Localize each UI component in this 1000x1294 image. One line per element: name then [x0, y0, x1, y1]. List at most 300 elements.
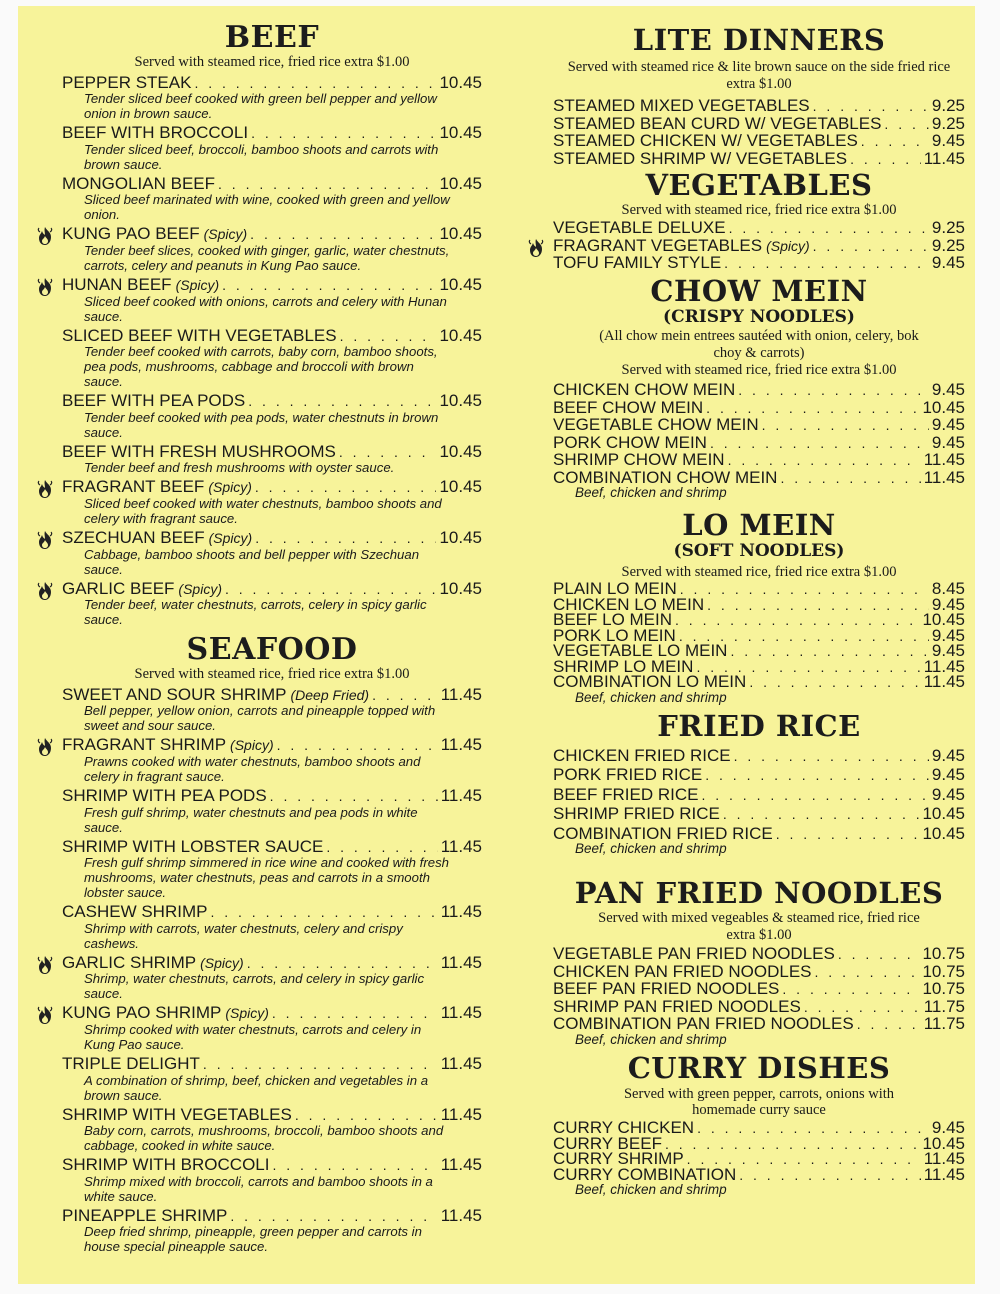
dot-leader — [776, 827, 920, 841]
menu-item-row — [62, 787, 482, 805]
menu-item — [62, 175, 482, 223]
item-description: Tender beef cooked with carrots, baby corn, bamboo shoots, pea pods, mushrooms, cabbage and broccoli with brown sauce. — [84, 344, 438, 390]
item-name — [62, 478, 252, 496]
menu-item — [553, 766, 965, 784]
item-price: 10.45 — [922, 610, 965, 630]
menu-item — [553, 805, 965, 823]
dot-leader — [194, 76, 436, 90]
item-name — [62, 529, 252, 547]
item-name-text: FRAGRANT SHRIMP — [62, 735, 227, 755]
item-tag: (Spicy) — [225, 1005, 269, 1022]
menu-item — [553, 434, 965, 452]
item-name — [62, 124, 248, 142]
item-name — [62, 736, 274, 754]
section-footnote: Beef, chicken and shrimp — [575, 689, 727, 705]
menu-item-row — [62, 1207, 482, 1225]
item-name — [553, 945, 835, 963]
dot-leader — [250, 227, 436, 241]
item-description: A combination of shrimp, beef, chicken and vegetables in a brown sauce. — [84, 1072, 429, 1103]
item-name — [553, 805, 720, 823]
item-price: 9.45 — [931, 253, 965, 273]
dot-leader — [815, 965, 920, 979]
item-name-text: SHRIMP FRIED RICE — [553, 804, 720, 824]
item-name-text: VEGETABLE PAN FRIED NOODLES — [553, 944, 835, 964]
item-name-text: HUNAN BEEF — [62, 275, 172, 295]
item-price: 11.45 — [923, 148, 965, 168]
menu-item-row — [62, 124, 482, 142]
item-name — [553, 825, 773, 843]
menu-item — [62, 124, 482, 172]
item-name — [62, 1004, 269, 1022]
item-name-text: PLAIN LO MEIN — [553, 579, 677, 599]
section-title: LO MEIN — [682, 508, 836, 543]
item-name-text: GARLIC SHRIMP — [62, 952, 197, 972]
item-name-text: CHICKEN PAN FRIED NOODLES — [553, 961, 812, 981]
item-price: 10.45 — [922, 1133, 965, 1153]
menu-item-row — [553, 451, 965, 469]
item-name-text: GARLIC BEEF — [62, 578, 175, 598]
dot-leader — [255, 531, 436, 545]
menu-item-row — [62, 443, 482, 461]
item-name-text: BEEF FRIED RICE — [553, 784, 699, 804]
item-price: 10.75 — [922, 979, 965, 999]
item-name — [62, 903, 207, 921]
item-price: 11.45 — [440, 836, 482, 856]
item-name-text: CURRY SHRIMP — [553, 1149, 684, 1169]
item-name-text: PINEAPPLE SHRIMP — [62, 1205, 228, 1225]
item-name-text: KUNG PAO SHRIMP — [62, 1003, 222, 1023]
menu-item-row — [553, 1166, 965, 1184]
item-name-text: MONGOLIAN BEEF — [62, 173, 216, 193]
item-name — [553, 381, 735, 399]
dot-leader — [738, 383, 929, 397]
chili-flame-icon — [36, 1005, 54, 1025]
menu-item-row — [553, 434, 965, 452]
item-name-text: SHRIMP CHOW MEIN — [553, 450, 725, 470]
item-price: 10.45 — [439, 391, 482, 411]
item-name — [553, 747, 731, 765]
dot-leader — [225, 582, 436, 596]
item-name — [553, 132, 858, 150]
item-price: 10.45 — [922, 397, 965, 417]
item-price: 9.45 — [931, 1118, 965, 1138]
menu-item-row — [62, 838, 482, 856]
item-name-text: PEPPER STEAK — [62, 72, 192, 92]
item-name-text: VEGETABLE CHOW MEIN — [553, 415, 759, 435]
chili-flame-icon — [36, 479, 54, 499]
menu-item — [62, 478, 482, 526]
menu-item — [553, 963, 965, 981]
dot-leader — [850, 152, 921, 166]
item-description: Fresh gulf shrimp simmered in rice wine and cooked with fresh mushrooms, water chestnuts, peas and carrots in a smooth lobster sauce. — [84, 855, 450, 901]
menu-item — [553, 381, 965, 399]
menu-item-row — [62, 276, 482, 294]
item-name — [553, 219, 726, 237]
item-price: 11.45 — [923, 656, 965, 676]
item-name — [553, 434, 707, 452]
item-name — [62, 1207, 227, 1225]
item-name — [553, 469, 777, 487]
section-title: CHOW MEIN — [650, 273, 868, 308]
item-name — [62, 225, 247, 243]
item-name-text: KUNG PAO BEEF — [62, 224, 200, 244]
menu-item — [62, 1055, 482, 1103]
item-name — [553, 97, 810, 115]
item-price: 10.45 — [439, 325, 482, 345]
item-name — [553, 451, 725, 469]
menu-item — [553, 97, 965, 115]
item-name — [553, 980, 779, 998]
item-name-text: CHICKEN CHOW MEIN — [553, 380, 736, 400]
menu-item-row — [553, 1015, 965, 1033]
item-name — [62, 443, 336, 461]
menu-item — [553, 1166, 965, 1184]
item-name — [62, 838, 323, 856]
menu-item — [553, 237, 965, 255]
item-price: 11.45 — [923, 450, 965, 470]
item-price: 10.45 — [439, 578, 482, 598]
section-note: Served with steamed rice, fried rice extra $1.00 — [621, 361, 897, 378]
menu-item-row — [62, 903, 482, 921]
item-price: 9.25 — [931, 235, 965, 255]
menu-item-row — [553, 980, 965, 998]
item-price: 8.45 — [931, 579, 965, 599]
item-price: 9.45 — [931, 594, 965, 614]
item-name-text: BEEF PAN FRIED NOODLES — [553, 979, 780, 999]
item-price: 11.45 — [440, 786, 482, 806]
dot-leader — [372, 688, 438, 702]
item-name-text: COMBINATION CHOW MEIN — [553, 467, 778, 487]
item-name-text: CHICKEN FRIED RICE — [553, 745, 731, 765]
menu-item-row — [553, 825, 965, 843]
section-note: Served with green pepper, carrots, onions with homemade curry sauce — [623, 1085, 894, 1119]
menu-item — [553, 945, 965, 963]
item-name-text: STEAMED CHICKEN W/ VEGETABLES — [553, 131, 858, 151]
item-price: 11.45 — [923, 1149, 965, 1169]
menu-item-row — [553, 219, 965, 237]
dot-leader — [705, 768, 929, 782]
item-name-text: STEAMED SHRIMP W/ VEGETABLES — [553, 148, 848, 168]
dot-leader — [782, 982, 919, 996]
section-title: PAN FRIED NOODLES — [574, 876, 944, 911]
item-tag: (Spicy) — [766, 237, 810, 254]
item-tag: (Spicy) — [178, 580, 222, 597]
item-price: 10.75 — [922, 944, 965, 964]
left-column — [62, 6, 482, 1254]
menu-item — [553, 399, 965, 417]
dot-leader — [340, 329, 437, 343]
item-price: 9.45 — [931, 765, 965, 785]
menu-item — [62, 954, 482, 1002]
menu-item — [553, 132, 965, 150]
item-description: Shrimp mixed with broccoli, carrots and bamboo shoots in a white sauce. — [84, 1173, 433, 1204]
menu-item-row — [62, 529, 482, 547]
item-name-text: STEAMED BEAN CURD W/ VEGETABLES — [553, 113, 882, 133]
menu-item-row — [553, 237, 965, 255]
section-title: VEGETABLES — [645, 168, 873, 203]
menu-item — [553, 980, 965, 998]
menu-item — [62, 392, 482, 440]
item-name-text: PORK FRIED RICE — [553, 765, 703, 785]
item-name-text: SHRIMP WITH LOBSTER SAUCE — [62, 836, 324, 856]
item-price: 9.45 — [931, 131, 965, 151]
dot-leader — [251, 126, 436, 140]
item-price: 10.45 — [922, 804, 965, 824]
item-name-text: PORK CHOW MEIN — [553, 432, 707, 452]
item-name-text: COMBINATION PAN FRIED NOODLES — [553, 1014, 854, 1034]
right-column — [553, 6, 965, 1198]
item-name-text: BEEF WITH PEA PODS — [62, 391, 246, 411]
item-name-text: CURRY COMBINATION — [553, 1164, 737, 1184]
section-note: (All chow mein entrees sautéed with onion, celery, bok choy & carrots) — [599, 328, 919, 361]
section-note: Served with steamed rice, fried rice extra $1.00 — [621, 202, 897, 219]
menu-item-row — [553, 786, 965, 804]
menu-item — [62, 838, 482, 901]
item-price: 11.45 — [440, 1054, 482, 1074]
chili-flame-icon — [36, 955, 54, 975]
menu-item-row — [62, 225, 482, 243]
menu-item — [62, 580, 482, 628]
item-price: 11.45 — [440, 1104, 482, 1124]
menu-item — [62, 1004, 482, 1052]
dot-leader — [706, 401, 919, 415]
menu-item-row — [62, 327, 482, 345]
item-price: 11.45 — [440, 1003, 482, 1023]
item-name — [62, 276, 219, 294]
menu-item — [553, 219, 965, 237]
item-name — [62, 1156, 269, 1174]
dot-leader — [762, 418, 929, 432]
section-footnote: Beef, chicken and shrimp — [575, 1182, 727, 1198]
section-subtitle: (SOFT NOODLES) — [673, 541, 845, 562]
item-price: 10.75 — [922, 961, 965, 981]
item-name — [553, 673, 746, 691]
dot-leader — [697, 1121, 929, 1135]
item-price: 10.45 — [439, 72, 482, 92]
dot-leader — [707, 598, 929, 612]
item-name-text: CURRY CHICKEN — [553, 1118, 695, 1138]
menu-item-row — [553, 399, 965, 417]
item-name-text: FRAGRANT BEEF — [62, 477, 205, 497]
section-note: Served with steamed rice, fried rice extra $1.00 — [134, 666, 410, 683]
item-name — [62, 686, 369, 704]
item-price: 11.45 — [440, 1205, 482, 1225]
dot-leader — [701, 788, 928, 802]
item-price: 10.45 — [439, 173, 482, 193]
item-name — [553, 963, 812, 981]
item-price: 10.45 — [439, 123, 482, 143]
item-name — [553, 399, 703, 417]
item-description: Sliced beef marinated with wine, cooked with green and yellow onion. — [84, 192, 450, 223]
menu-item-row — [553, 115, 965, 133]
item-description: Fresh gulf shrimp, water chestnuts and pea pods in white sauce. — [84, 804, 418, 835]
section-note: Served with steamed rice, fried rice extra $1.00 — [621, 563, 897, 580]
item-name-text: TRIPLE DELIGHT — [62, 1054, 200, 1074]
menu-item — [62, 686, 482, 734]
item-name-text: SWEET AND SOUR SHRIMP — [62, 684, 287, 704]
item-description: Shrimp, water chestnuts, carrots, and celery in spicy garlic sauce. — [84, 971, 425, 1002]
item-description: Sliced beef cooked with water chestnuts, bamboo shoots and celery with fragrant sauce. — [84, 495, 442, 526]
dot-leader — [326, 840, 437, 854]
menu-item-row — [553, 416, 965, 434]
item-name-text: SHRIMP LO MEIN — [553, 656, 694, 676]
menu-item — [62, 903, 482, 951]
section-title: FRIED RICE — [657, 708, 861, 743]
item-price: 9.45 — [931, 625, 965, 645]
item-price: 11.45 — [440, 902, 482, 922]
menu-item — [553, 469, 965, 487]
item-name — [62, 787, 267, 805]
dot-leader — [861, 134, 929, 148]
section-title: CURRY DISHES — [627, 1050, 891, 1085]
item-price: 11.45 — [440, 1155, 482, 1175]
menu-page — [18, 6, 975, 1284]
menu-item — [62, 529, 482, 577]
item-price: 11.45 — [923, 467, 965, 487]
item-name — [553, 254, 721, 272]
dot-leader — [734, 749, 929, 763]
dot-leader — [728, 453, 921, 467]
menu-item-row — [62, 392, 482, 410]
menu-item — [62, 443, 482, 476]
menu-item-row — [553, 97, 965, 115]
item-name — [62, 392, 245, 410]
item-tag: (Spicy) — [208, 479, 252, 496]
menu-item — [553, 998, 965, 1016]
item-description: Deep fried shrimp, pineapple, green pepper and carrots in house special pineapple sauce. — [84, 1224, 422, 1255]
item-price: 9.25 — [931, 96, 965, 116]
dot-leader — [813, 239, 929, 253]
item-price: 11.45 — [440, 684, 482, 704]
dot-leader — [295, 1108, 438, 1122]
dot-leader — [272, 1158, 437, 1172]
item-name-text: STEAMED MIXED VEGETABLES — [553, 96, 810, 116]
menu-item-row — [553, 254, 965, 272]
item-description: Shrimp with carrots, water chestnuts, celery and crispy cashews. — [84, 920, 403, 951]
item-price: 11.45 — [923, 1164, 965, 1184]
menu-item-row — [62, 1055, 482, 1073]
item-description: Tender beef slices, cooked with ginger, garlic, water chestnuts, carrots, celery and peanuts in Kung Pao sauce. — [84, 242, 450, 273]
menu-item — [553, 451, 965, 469]
dot-leader — [857, 1017, 921, 1031]
item-description: Tender beef cooked with pea pods, water chestnuts in brown sauce. — [84, 409, 439, 440]
item-name-text: SHRIMP PAN FRIED NOODLES — [553, 996, 801, 1016]
item-name-text: BEEF LO MEIN — [553, 610, 673, 630]
item-name-text: VEGETABLE DELUXE — [553, 218, 726, 238]
item-name-text: SHRIMP WITH VEGETABLES — [62, 1104, 292, 1124]
menu-item-row — [553, 805, 965, 823]
item-name — [553, 786, 698, 804]
menu-item-row — [62, 954, 482, 972]
item-name — [62, 1106, 292, 1124]
item-name-text: BEEF CHOW MEIN — [553, 397, 704, 417]
item-price: 9.45 — [931, 641, 965, 661]
dot-leader — [813, 99, 929, 113]
item-name-text: SZECHUAN BEEF — [62, 528, 205, 548]
dot-leader — [730, 644, 928, 658]
menu-item — [62, 1207, 482, 1255]
menu-item — [62, 787, 482, 835]
section-note: Served with steamed rice, fried rice extra $1.00 — [134, 54, 410, 70]
chili-flame-icon — [36, 530, 54, 550]
item-name — [553, 416, 759, 434]
item-price: 9.45 — [931, 745, 965, 765]
menu-item-row — [62, 1106, 482, 1124]
menu-item — [62, 74, 482, 122]
dot-leader — [230, 1209, 437, 1223]
menu-item — [553, 747, 965, 765]
item-tag: (Deep Fried) — [290, 686, 370, 703]
dot-leader — [218, 177, 436, 191]
item-name — [553, 1015, 854, 1033]
dot-leader — [248, 394, 436, 408]
dot-leader — [203, 1057, 438, 1071]
menu-item — [553, 786, 965, 804]
item-description: Prawns cooked with water chestnuts, bamboo shoots and celery in fragrant sauce. — [84, 753, 421, 785]
item-name — [553, 115, 881, 133]
item-name-text: COMBINATION LO MEIN — [553, 672, 747, 692]
item-tag: (Spicy) — [203, 226, 248, 243]
menu-item-row — [553, 747, 965, 765]
item-price: 9.45 — [931, 415, 965, 435]
item-name — [553, 237, 810, 255]
item-description: Sliced beef cooked with onions, carrots and celery with Hunan sauce. — [84, 293, 447, 324]
item-price: 10.45 — [439, 224, 482, 244]
dot-leader — [339, 445, 437, 459]
item-name-text: PORK LO MEIN — [553, 625, 676, 645]
menu-item-row — [553, 963, 965, 981]
menu-item-row — [62, 580, 482, 598]
menu-item — [553, 673, 965, 691]
item-price: 10.45 — [439, 275, 482, 295]
dot-leader — [272, 1006, 438, 1020]
menu-item — [553, 416, 965, 434]
menu-item-row — [553, 132, 965, 150]
item-price: 11.75 — [923, 1014, 965, 1034]
section-footnote: Beef, chicken and shrimp — [575, 485, 727, 501]
item-name — [62, 954, 244, 972]
section-footnote: Beef, chicken and shrimp — [575, 1031, 727, 1047]
menu-item-row — [553, 381, 965, 399]
menu-item-row — [553, 766, 965, 784]
chili-flame-icon — [36, 277, 54, 297]
item-description: Tender beef, water chestnuts, carrots, celery in spicy garlic sauce. — [84, 597, 427, 628]
dot-leader — [723, 807, 920, 821]
section-title: BEEF — [224, 20, 320, 55]
item-price: 9.45 — [931, 432, 965, 452]
item-description: Shrimp cooked with water chestnuts, carrots and celery in Kung Pao sauce. — [84, 1021, 422, 1053]
item-name-text: SLICED BEEF WITH VEGETABLES — [62, 325, 337, 345]
item-name-text: CURRY BEEF — [553, 1133, 662, 1153]
chili-flame-icon — [36, 581, 54, 601]
dot-leader — [780, 471, 920, 485]
menu-item-row — [62, 1004, 482, 1022]
menu-item — [553, 115, 965, 133]
menu-item-row — [553, 998, 965, 1016]
dot-leader — [675, 613, 919, 627]
item-name-text: TOFU FAMILY STYLE — [553, 253, 722, 273]
menu-item — [62, 1106, 482, 1154]
menu-item-row — [62, 175, 482, 193]
item-price: 11.45 — [440, 735, 482, 755]
section-footnote: Beef, chicken and shrimp — [575, 841, 727, 857]
item-tag: (Spicy) — [230, 737, 274, 754]
menu-item-row — [62, 478, 482, 496]
menu-item — [62, 327, 482, 390]
menu-item-row — [553, 150, 965, 168]
dot-leader — [255, 480, 437, 494]
item-price: 10.45 — [439, 477, 482, 497]
